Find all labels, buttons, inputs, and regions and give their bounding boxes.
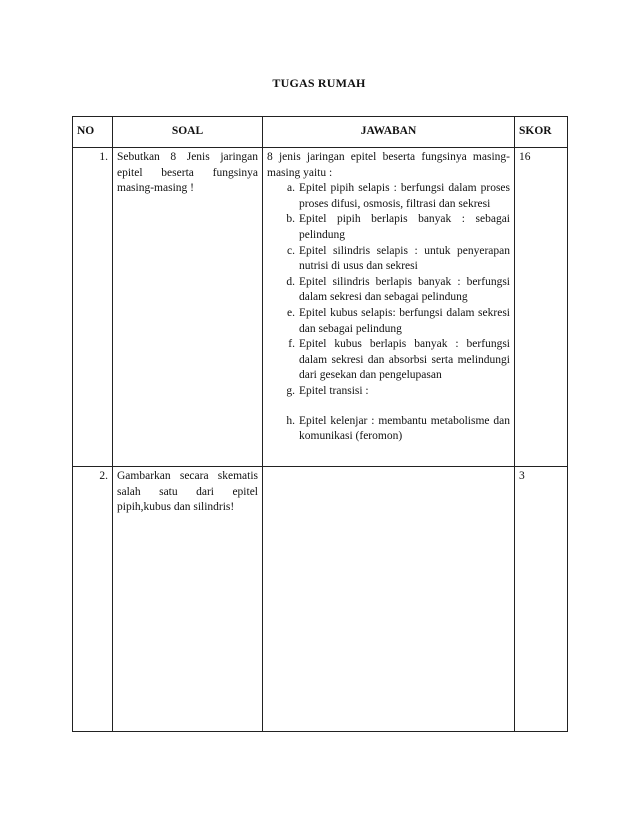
answer-marker: d. — [286, 275, 295, 288]
header-soal: SOAL — [113, 117, 263, 148]
answer-text: Epitel pipih berlapis banyak : sebagai pelindung — [299, 213, 510, 241]
assignment-table — [72, 116, 568, 732]
answer-marker: f. — [288, 338, 295, 351]
table-row — [73, 148, 568, 467]
answer-marker: g. — [286, 384, 295, 397]
answer-cell — [263, 148, 515, 467]
answer-marker: e. — [287, 306, 295, 319]
answer-item — [286, 212, 510, 243]
answer-text: Epitel silindris selapis : untuk penyerapan nutrisi di usus dan sekresi — [299, 244, 510, 273]
row-number: 1. — [73, 148, 113, 467]
answer-item — [288, 337, 510, 384]
answer-item — [287, 244, 510, 275]
answer-item — [286, 384, 510, 400]
header-jawaban: JAWABAN — [263, 117, 515, 148]
answer-item — [287, 306, 510, 337]
score-value: 3 — [515, 467, 568, 732]
answer-item — [287, 181, 510, 212]
answer-marker: c. — [287, 244, 295, 257]
answer-marker: h. — [286, 414, 295, 427]
answer-intro: 8 jenis jaringan epitel beserta fungsinya masing-masing yaitu : — [267, 151, 510, 179]
row-number: 2. — [73, 467, 113, 732]
score-value: 16 — [515, 148, 568, 467]
answer-text: Epitel pipih selapis : berfungsi dalam proses proses difusi, osmosis, filtrasi dan sekresi — [299, 182, 510, 210]
answer-text: Epitel kubus selapis: berfungsi dalam sekresi dan sebagai pelindung — [299, 306, 510, 335]
answer-text: Epitel kelenjar : membantu metabolisme dan komunikasi (feromon) — [299, 414, 510, 443]
header-no: NO — [73, 117, 113, 148]
table-header-row — [73, 117, 568, 148]
answer-list — [267, 181, 510, 445]
table-row — [73, 467, 568, 732]
answer-item — [286, 414, 510, 445]
answer-item — [286, 275, 510, 306]
answer-text: Epitel silindris berlapis banyak : berfungsi dalam sekresi dan sebagai pelindung — [299, 275, 510, 304]
answer-marker: b. — [286, 213, 295, 226]
question-text: Sebutkan 8 Jenis jaringan epitel beserta fungsinya masing-masing ! — [113, 148, 263, 467]
answer-text: Epitel kubus berlapis banyak : berfungsi dalam sekresi dan absorbsi serta melindungi dari gesekan dan pengelupasan — [299, 338, 510, 382]
answer-cell — [263, 467, 515, 732]
document-title: TUGAS RUMAH — [272, 76, 366, 90]
question-text: Gambarkan secara skematis salah satu dari epitel pipih,kubus dan silindris! — [113, 467, 263, 732]
list-spacer — [299, 400, 510, 414]
answer-text: Epitel transisi : — [299, 384, 369, 397]
answer-marker: a. — [287, 182, 295, 195]
header-skor: SKOR — [515, 117, 568, 148]
